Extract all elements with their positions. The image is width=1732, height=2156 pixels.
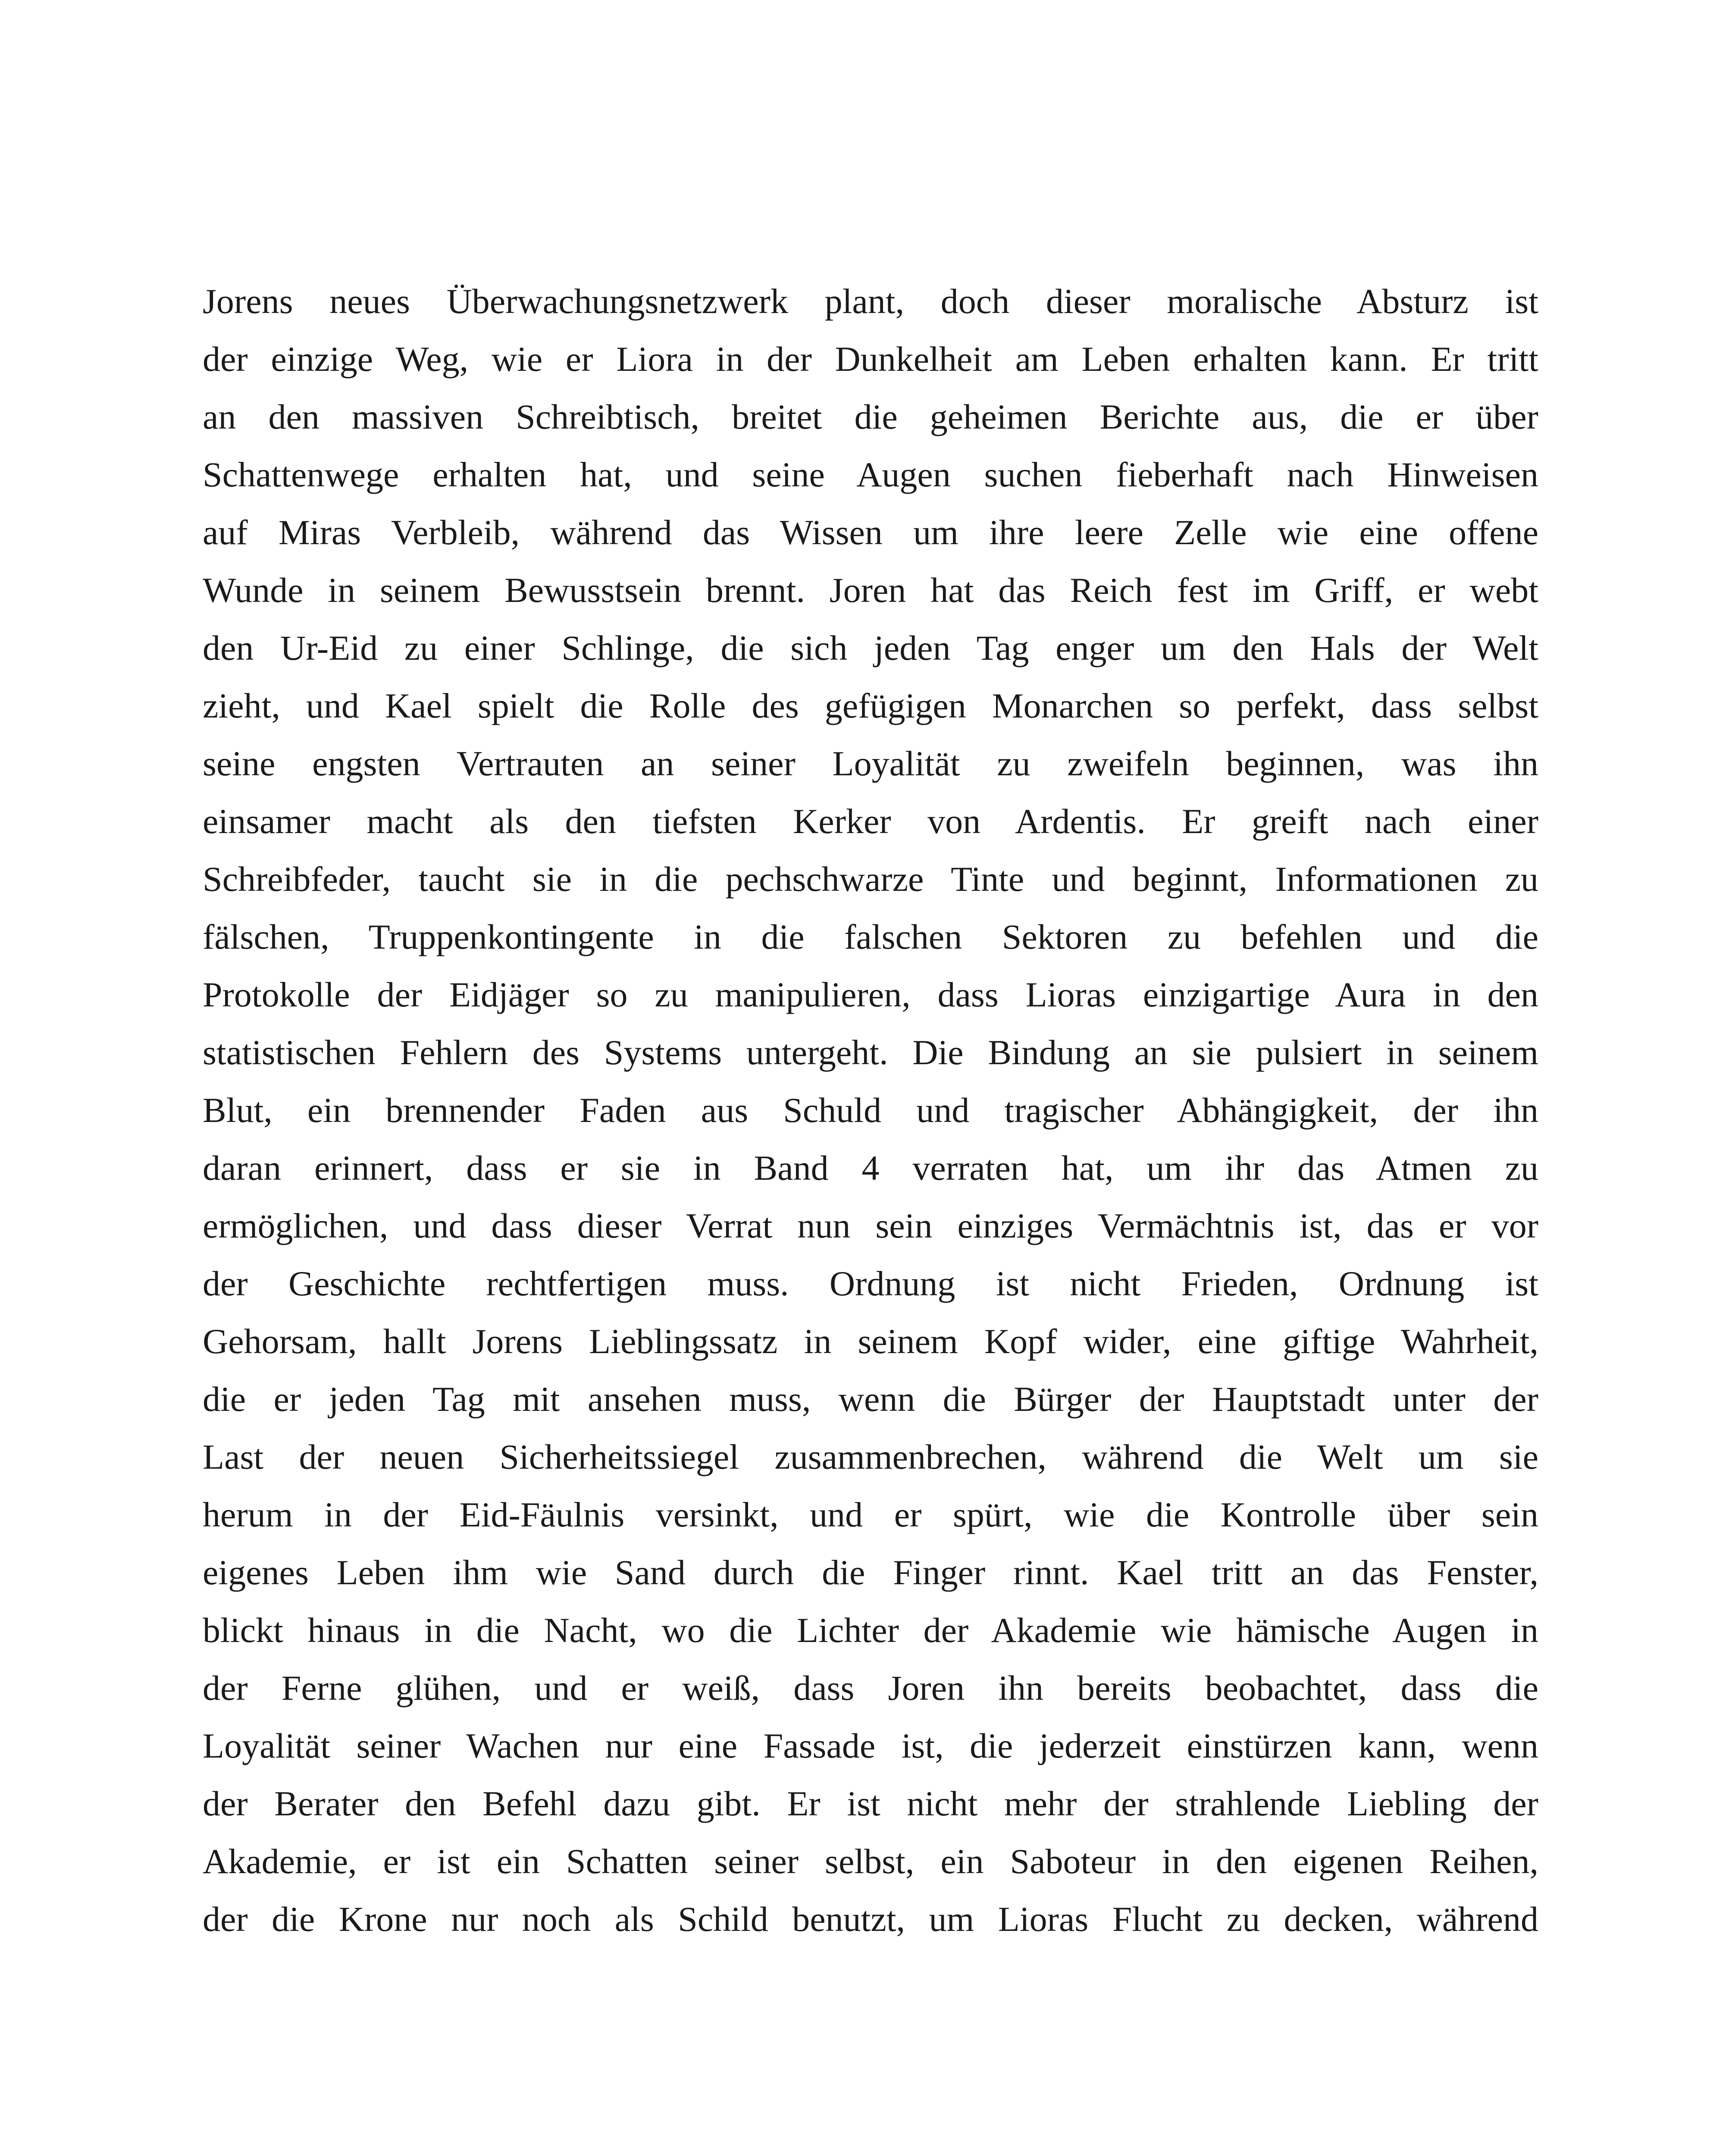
text-line: der Geschichte rechtfertigen muss. Ordnung ist nicht Frieden, Ordnung ist [203, 1264, 1538, 1303]
text-line: Blut, ein brennender Faden aus Schuld und tragischer Abhängigkeit, der ihn [203, 1091, 1538, 1130]
text-line: daran erinnert, dass er sie in Band 4 verraten hat, um ihr das Atmen zu [203, 1148, 1538, 1188]
text-line: der die Krone nur noch als Schild benutzt, um Lioras Flucht zu decken, während [203, 1899, 1538, 1939]
text-line: seine engsten Vertrauten an seiner Loyalität zu zweifeln beginnen, was ihn [203, 744, 1538, 783]
text-line: statistischen Fehlern des Systems untergeht. Die Bindung an sie pulsiert in seinem [203, 1033, 1538, 1072]
text-line: herum in der Eid-Fäulnis versinkt, und er spürt, wie die Kontrolle über sein [203, 1495, 1538, 1534]
text-line: Schattenwege erhalten hat, und seine Augen suchen fieberhaft nach Hinweisen [203, 455, 1538, 494]
text-line: Jorens neues Überwachungsnetzwerk plant, doch dieser moralische Absturz ist [203, 282, 1538, 321]
text-line: den Ur-Eid zu einer Schlinge, die sich jeden Tag enger um den Hals der Welt [203, 628, 1538, 667]
text-line: Schreibfeder, taucht sie in die pechschwarze Tinte und beginnt, Informationen zu [203, 859, 1538, 899]
body-paragraph [203, 273, 1538, 1948]
text-line: Akademie, er ist ein Schatten seiner selbst, ein Saboteur in den eigenen Reihen, [203, 1842, 1538, 1881]
text-line: eigenes Leben ihm wie Sand durch die Finger rinnt. Kael tritt an das Fenster, [203, 1553, 1538, 1592]
text-line: die er jeden Tag mit ansehen muss, wenn die Bürger der Hauptstadt unter der [203, 1379, 1538, 1419]
text-line: blickt hinaus in die Nacht, wo die Lichter der Akademie wie hämische Augen in [203, 1611, 1538, 1650]
text-line: der einzige Weg, wie er Liora in der Dunkelheit am Leben erhalten kann. Er tritt [203, 339, 1538, 379]
text-line: einsamer macht als den tiefsten Kerker von Ardentis. Er greift nach einer [203, 802, 1538, 841]
text-line: fälschen, Truppenkontingente in die falschen Sektoren zu befehlen und die [203, 917, 1538, 956]
text-line: Gehorsam, hallt Jorens Lieblingssatz in seinem Kopf wider, eine giftige Wahrheit, [203, 1322, 1538, 1361]
text-line: Wunde in seinem Bewusstsein brennt. Joren hat das Reich fest im Griff, er webt [203, 570, 1538, 610]
text-line: Protokolle der Eidjäger so zu manipulieren, dass Lioras einzigartige Aura in den [203, 975, 1538, 1014]
text-line: ermöglichen, und dass dieser Verrat nun sein einziges Vermächtnis ist, das er vor [203, 1206, 1538, 1245]
text-line: der Berater den Befehl dazu gibt. Er ist nicht mehr der strahlende Liebling der [203, 1784, 1538, 1823]
text-line: an den massiven Schreibtisch, breitet die geheimen Berichte aus, die er über [203, 397, 1538, 436]
text-line: der Ferne glühen, und er weiß, dass Joren ihn bereits beobachtet, dass die [203, 1668, 1538, 1708]
text-line: auf Miras Verbleib, während das Wissen um ihre leere Zelle wie eine offene [203, 513, 1538, 552]
text-line: Last der neuen Sicherheitssiegel zusammenbrechen, während die Welt um sie [203, 1437, 1538, 1476]
text-line: zieht, und Kael spielt die Rolle des gefügigen Monarchen so perfekt, dass selbst [203, 686, 1538, 725]
text-line: Loyalität seiner Wachen nur eine Fassade ist, die jederzeit einstürzen kann, wenn [203, 1726, 1538, 1765]
